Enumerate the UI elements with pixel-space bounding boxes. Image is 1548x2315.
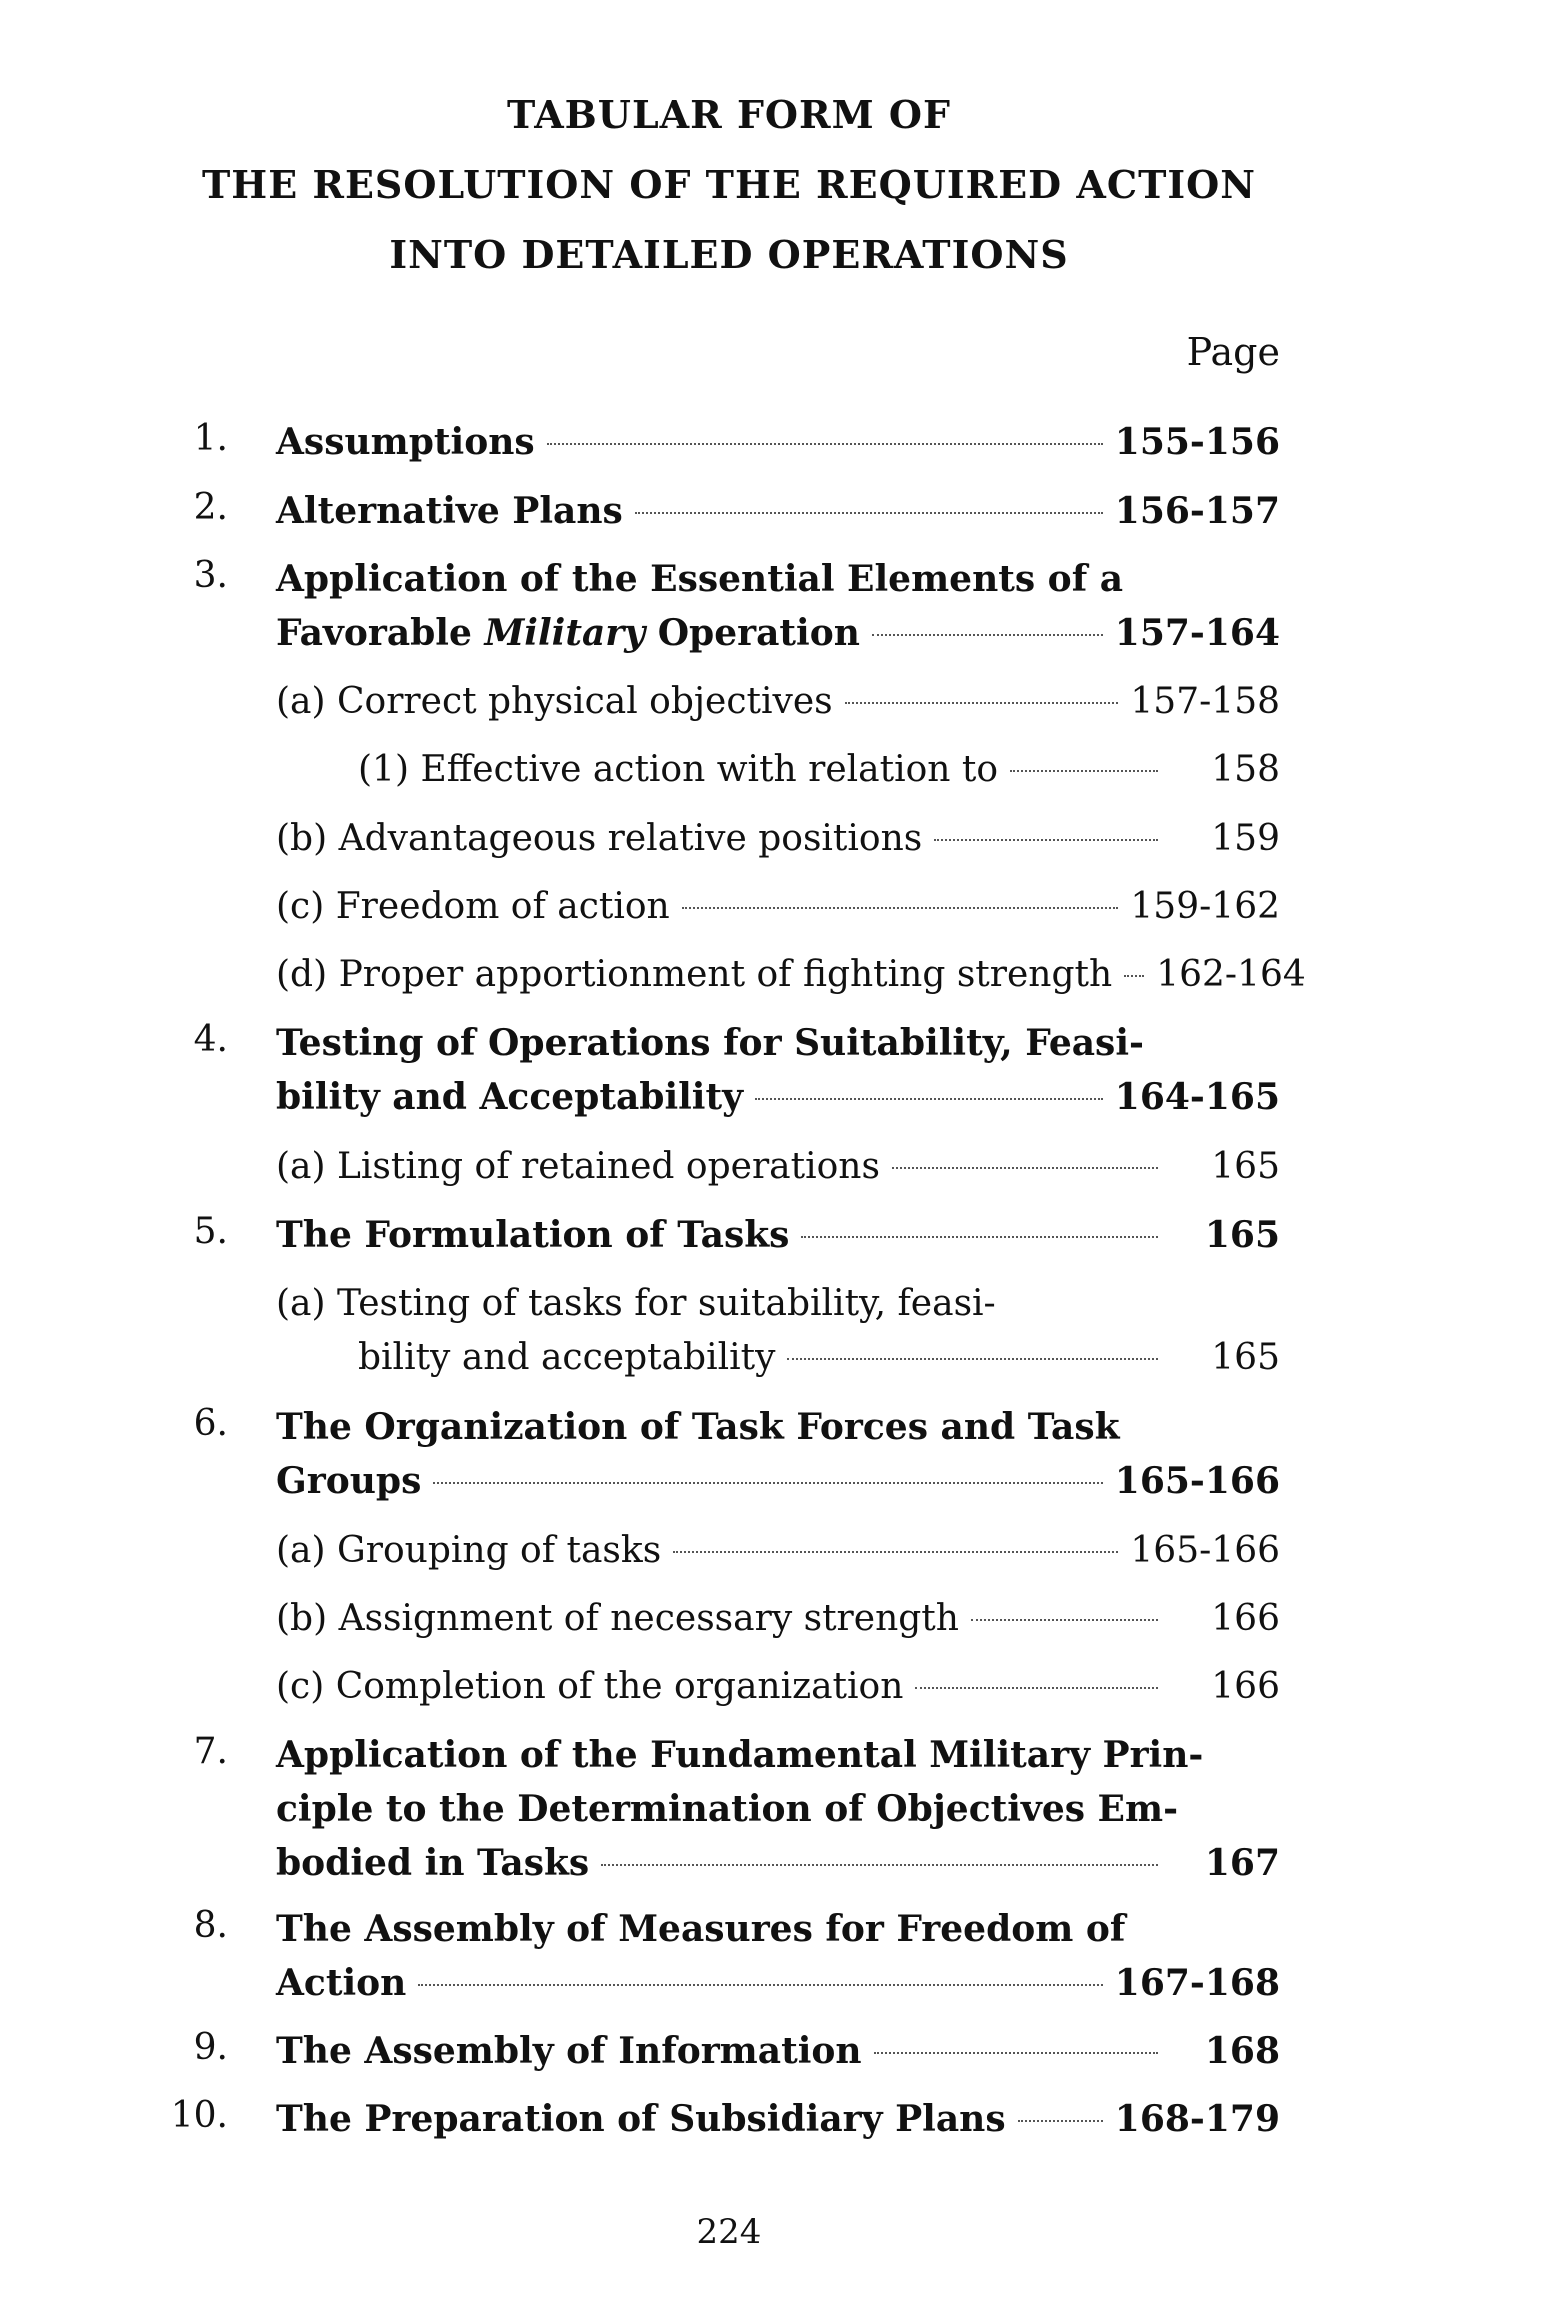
- entry-page: 167: [1204, 1842, 1280, 1884]
- leader-dots: [874, 2052, 1158, 2054]
- entry-number: 3.: [193, 555, 228, 596]
- page-number: 224: [696, 2212, 762, 2252]
- toc-entry: [276, 415, 1280, 469]
- entry-number: 1.: [193, 418, 228, 459]
- entry-text-continued: bodied in Tasks: [276, 1842, 590, 1884]
- page-column-header: Page: [1186, 330, 1280, 374]
- entry-number: 2.: [193, 487, 228, 528]
- toc-entry: [276, 1728, 1280, 1890]
- entry-number: 5.: [193, 1211, 228, 1252]
- leader-dots: [934, 839, 1158, 841]
- leader-dots: [971, 1619, 1158, 1621]
- entry-text: The Preparation of Subsidiary Plans: [276, 2098, 1006, 2140]
- entry-text: (b) Assignment of necessary strength: [276, 1598, 959, 1639]
- leader-dots: [801, 1236, 1158, 1238]
- entry-page: 157-164: [1114, 612, 1280, 654]
- entry-text: Application of the Fundamental Military Prin-: [276, 1734, 1204, 1776]
- entry-text: (1) Effective action with relation to: [358, 749, 999, 790]
- entry-page: 156-157: [1114, 490, 1280, 532]
- entry-text: (a) Listing of retained operations: [276, 1146, 880, 1187]
- entry-page: 165: [1204, 1214, 1280, 1256]
- entry-text-continued: ciple to the Determination of Objectives Em-: [276, 1788, 1179, 1830]
- toc-entry: [276, 1902, 1280, 2010]
- entry-text-part: Favorable: [276, 612, 485, 654]
- entry-text: (c) Completion of the organization: [276, 1666, 904, 1707]
- entry-page: 166: [1211, 1666, 1280, 1707]
- entry-text-continued: Action: [276, 1962, 407, 2004]
- title-line-3: INTO DETAILED OPERATIONS: [389, 232, 1069, 277]
- toc-entry: [276, 484, 1280, 538]
- title-line-2: THE RESOLUTION OF THE REQUIRED ACTION: [202, 162, 1256, 207]
- entry-page: 165-166: [1114, 1460, 1280, 1502]
- entry-page: 165-166: [1130, 1530, 1280, 1571]
- entry-text: (a) Correct physical objectives: [276, 681, 833, 722]
- entry-text-italic: Military: [484, 612, 646, 654]
- entry-number: 4.: [193, 1019, 228, 1060]
- toc-subentry: [276, 1140, 1280, 1194]
- toc-subentry: [276, 1524, 1280, 1578]
- leader-dots: [915, 1687, 1158, 1689]
- entry-text: (b) Advantageous relative positions: [276, 818, 923, 859]
- toc-subentry: [276, 948, 1306, 1002]
- leader-dots: [547, 443, 1103, 445]
- entry-page: 168-179: [1114, 2098, 1280, 2140]
- entry-page: 167-168: [1114, 1962, 1280, 2004]
- toc-entry: [276, 1016, 1280, 1124]
- entry-text: (c) Freedom of action: [276, 886, 670, 927]
- entry-text-continued: Groups: [276, 1460, 422, 1502]
- toc-subentry: [276, 1592, 1280, 1646]
- entry-text: Testing of Operations for Suitability, Feasi-: [276, 1022, 1144, 1064]
- entry-text: The Formulation of Tasks: [276, 1214, 790, 1256]
- toc-subentry: [276, 1277, 1280, 1385]
- toc-entry: [276, 552, 1280, 660]
- entry-page: 159: [1211, 818, 1280, 859]
- leader-dots: [682, 907, 1119, 909]
- leader-dots: [1018, 2120, 1103, 2122]
- leader-dots: [872, 634, 1103, 636]
- entry-page: 165: [1211, 1146, 1280, 1187]
- leader-dots: [1010, 770, 1158, 772]
- toc-subsubentry: [358, 743, 1280, 797]
- entry-text: Alternative Plans: [276, 490, 623, 532]
- entry-text: Application of the Essential Elements of a: [276, 558, 1124, 600]
- leader-dots: [418, 1984, 1102, 1986]
- title-line-1: TABULAR FORM OF: [507, 92, 951, 137]
- leader-dots: [673, 1551, 1118, 1553]
- entry-text: Assumptions: [276, 421, 535, 463]
- leader-dots: [433, 1482, 1102, 1484]
- toc-subentry: [276, 675, 1280, 729]
- leader-dots: [601, 1864, 1158, 1866]
- entry-page: 158: [1211, 749, 1280, 790]
- leader-dots: [892, 1167, 1158, 1169]
- entry-page: 157-158: [1130, 681, 1280, 722]
- toc-entry: [276, 1208, 1280, 1262]
- entry-text-continued: bility and acceptability: [358, 1337, 776, 1378]
- entry-page: 166: [1211, 1598, 1280, 1639]
- entry-number: 6.: [193, 1403, 228, 1444]
- toc-entry: [276, 2092, 1280, 2146]
- entry-page: 165: [1211, 1337, 1280, 1378]
- entry-page: 162-164: [1156, 954, 1306, 995]
- toc-subentry: [276, 1660, 1280, 1714]
- entry-text: The Organization of Task Forces and Task: [276, 1406, 1120, 1448]
- entry-number: 9.: [193, 2027, 228, 2068]
- leader-dots: [845, 702, 1119, 704]
- toc-entry: [276, 1400, 1280, 1508]
- toc-subentry: [276, 812, 1280, 866]
- entry-text: (d) Proper apportionment of fighting strength: [276, 954, 1113, 995]
- entry-number: 7.: [193, 1731, 228, 1772]
- entry-text-continued: [276, 606, 860, 660]
- entry-number: 10.: [170, 2095, 228, 2136]
- entry-page: 168: [1204, 2030, 1280, 2072]
- entry-text-part: Operation: [645, 612, 860, 654]
- leader-dots: [787, 1358, 1158, 1360]
- entry-text: (a) Testing of tasks for suitability, feasi-: [276, 1283, 996, 1324]
- entry-text-continued: bility and Acceptability: [276, 1076, 744, 1118]
- entry-page: 159-162: [1130, 886, 1280, 927]
- entry-page: 164-165: [1114, 1076, 1280, 1118]
- toc-entry: [276, 2024, 1280, 2078]
- entry-text: (a) Grouping of tasks: [276, 1530, 662, 1571]
- entry-text: The Assembly of Measures for Freedom of: [276, 1908, 1126, 1950]
- leader-dots: [755, 1098, 1103, 1100]
- entry-text: The Assembly of Information: [276, 2030, 862, 2072]
- entry-page: 155-156: [1114, 421, 1280, 463]
- leader-dots: [1124, 975, 1144, 977]
- entry-number: 8.: [193, 1905, 228, 1946]
- leader-dots: [635, 512, 1103, 514]
- toc-subentry: [276, 880, 1280, 934]
